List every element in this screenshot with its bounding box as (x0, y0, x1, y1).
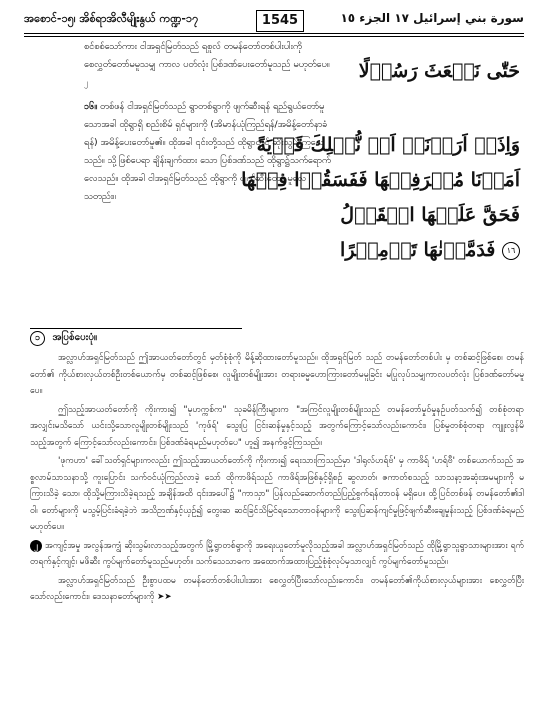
footnote-number-badge: ၂ (30, 540, 42, 552)
footnote-paragraph: ဤသည့်အာယတ်တော်ကို ကိုးကား၍ "မုဟက္ကစ်က" သုခမိန်ကြီးများက "အကြင်လူမျိုးတစ်မျိုးသည် တမန်တော်မှုဝ်မှုနဉ်ပတ်သက်၍ တစ်စုံတရာအလျှင်းမသိသော် ယင်းသို့သောလူမျိုးတစ်မျိုးသည် 'ကုဖ်ရ်' သွေးပြ ငြင်းဆန်မှုနှင့်သည့် အတွက်ကြောင့်သော်လည်းကောင်း၊ ပြစ်မှုတစ်စုံတရာ ကျူးလွန်မိသည့်အတွက် ကြောင့်သော်လည်းကောင်း၊ ပြစ်ဒဏ်ခံရမည်မဟုတ်ပေ" ဟူ၍ အနက်ဖွင့်ကြသည်။ (30, 404, 524, 448)
footnotes-body (30, 350, 524, 608)
header-rule-top (24, 33, 524, 34)
arabic-line: اَمَرۡنَا مُتۡرَفِيۡهَا فَفَسَقُوۡا فِيۡهَا (241, 169, 520, 191)
footnote-number-circle: ၁ (30, 331, 45, 346)
footnote-heading-label: အပြစ်ပေးပုံ။ (52, 332, 98, 343)
footnote-paragraph (30, 573, 524, 606)
arabic-line: فَحَقَّ عَلَيۡهَا الۡقَوۡلُ (340, 204, 520, 226)
footnote-divider (30, 328, 242, 329)
footnote-heading (30, 330, 97, 348)
footnote-paragraph: 'ဖုကဟာ' ခေါ်သတ်ရှင်များကလည်း ဤသည့်အာယတ်တော်ကို ကိုးကား၍ ရေးသားကြသည်မှာ 'ဒါရုလ်ဟရ်ဗ်' မှ ကာဖိရ် 'ဟရ်ဗီ' တစ်ယောက်သည် အစ္စလာမ်သာသနာသို့ ကူးပြောင်း သက်ဝင်ယုံကြည်လာခဲ့ သော် ထိုကာဖိရ်သည် ကာဖိရ်အဖြစ်နှင့်ရှိစဉ် ဆွလာတ်၊ ဇကာတ်စသည့် သာသနာ့အဆုံးအမများကို မကြားသိခဲ့ သော၊ ထိုသို့မကြားသိခဲ့ရသည့် အချိန်အထိ ၎င်းအပေါ်၌ "ကာသှာ" ပြန်လည်ဆောက်တည်ပြည့်စွက်ရန်တာဝန် မရှိပေ။ ထို့ပြင်တစ်ဖန် တမန်တော်၏ဒါဝါ၊ တော်များကို မသွမ့်ပြင်းခံရခဲ့ဘဲ အသိဉာဏ်နှင့်ယှဉ်၍ တွေးဆ ဆင်ခြင်သိမြင်ရသောတာဝန်များကို သွေးပြဆန်ကျင်မှုဖြင့်ဖျက်ဆီးချေမှုန်းသည့် ပြစ်ဒဏ်ခံရမည် မဟုတ်ပေ။ (30, 456, 524, 532)
footnote-text: အလ္လာဟ်အရှင်မြတ်သည် ဦးစွာပထမ တမန်တော်တစ်ပါးပါးအား စေလွှတ်ပြီးသော်လည်းကောင်း၊ တမန်တော်၏ကိုယ်စားလှယ်များအား စေလွှတ်ပြီးသော်လည်းကောင်း၊ ဒေသနာတော်များကို (30, 575, 524, 602)
verse-number: ၁၆။ (84, 101, 98, 113)
translation-paragraph (84, 38, 332, 96)
arabic-line: حَتّٰى نَبۡعَثَ رَسُوۡلًا (358, 60, 520, 82)
header-surah-title-burmese: အစောင်-၁၅၊ အိစ်ရာအိလီမျိုးနွယ် ကဏ္ဍ-၁၇ (24, 12, 199, 25)
page-number: 1545 (256, 10, 304, 32)
footnote-paragraph (30, 538, 524, 571)
header-rule-bottom (24, 36, 524, 37)
header-surah-title-arabic: سورة بني إسرائيل ١٧ الجزء ١٥ (340, 11, 524, 25)
page-header (24, 10, 524, 32)
footnote-ref[interactable]: ၂ (84, 78, 88, 87)
footnote-text: အကျင့်အမှု အလွန်အကျွံ ဆိုးသွမ်းလာသည့်အတွက် မြို့ရွာတစ်ရွာကို အရေးယူတော်မူလိုသည့်အခါ အလ္လာဟ်အရှင်မြတ်သည် ထိုမြို့ရွာသူရွာသားများအား ရက်တရက်နှင့်ကျင့်၊ မဖိဆီး ကွပ်မျက်တော်မူသည်မဟုတ်။ သက်သေသာဓက အထောက်အထားပြည့်စုံစုံလုပ်မှသာလျှင် ကွပ်မျက်တော်မူသည်။ (30, 540, 524, 567)
ayah-number-marker: ١٦ (502, 242, 520, 260)
arabic-line-text: فَدَمَّرۡنٰهَا تَدۡمِيۡرًا (340, 239, 496, 261)
arabic-line-last (340, 233, 520, 268)
translation-text: တစ်ဖန် ငါအရှင်မြတ်သည် ရွာတစ်ရွာကို ဖျက်ဆီးရန် ရည်ရွယ်တော်မူသောအခါ ထိုရွာရှိ စည်းစိမ် ရှင်များကို (အိမာန်ယုံကြည်ရန်/အမိန့်တော်နာခံရန်) အမိန့်ပေးတော်မူ၏။ ထိုအခါ ၎င်းတို့သည် ထိုရွာတွင် ဆိုးသွမ်းကြလေသည်။ သို့ဖြစ်ပေရာ ချိန်းချက်ထား သော ပြစ်ဒဏ်သည် ထိုရွာ၌သက်ရောက်လေသည်။ ထိုအခါ ငါအရှင်မြတ်သည် ထိုရွာကို ဖျက်ဆီးတော် မူလေသတည်း။ (84, 101, 331, 203)
footnote-paragraph: အလ္လာဟ်အရှင်မြတ်သည် ဤအာယတ်တော်တွင် မှတ်စုံစုံကို မိန့်ဆိုထားတော်မူသည်။ ထိုအရှင်မြတ် သည် တမန်တော်တစ်ပါး မှ တစ်ဆင့်ဖြစ်စေ၊ တမန်တော်၏ ကိုယ်စားလှယ်တစ်ဦးတစ်ယောက်မှ တစ်ဆင့်ဖြစ်စေ၊ လူမျိုးတစ်မျိုးအား တရားဓမ္မဟောကြားတော်မမူခြင်း မပြုလုပ်သမျှကာလပတ်လုံး ပြစ်ဒဏ်တော်မမူပေ။ (30, 353, 524, 396)
arabic-line: وَاِذَاۤ اَرَدۡنَاۤ اَنۡ نُّهۡلِكَ قَرۡيَةً (256, 134, 520, 156)
continue-arrow-icon: ➤➤ (157, 592, 172, 602)
translation-text: စင်စစ်သော်ကား ငါအရှင်မြတ်သည် ရစူလ် တမန်တော်တစ်ပါးပါးကို စေလွှတ်တော်မမူသမျှ ကာလ ပတ်လုံး ပြစ်ဒဏ်ပေးတော်မူသည် မဟုတ်ပေ။ (84, 41, 330, 70)
